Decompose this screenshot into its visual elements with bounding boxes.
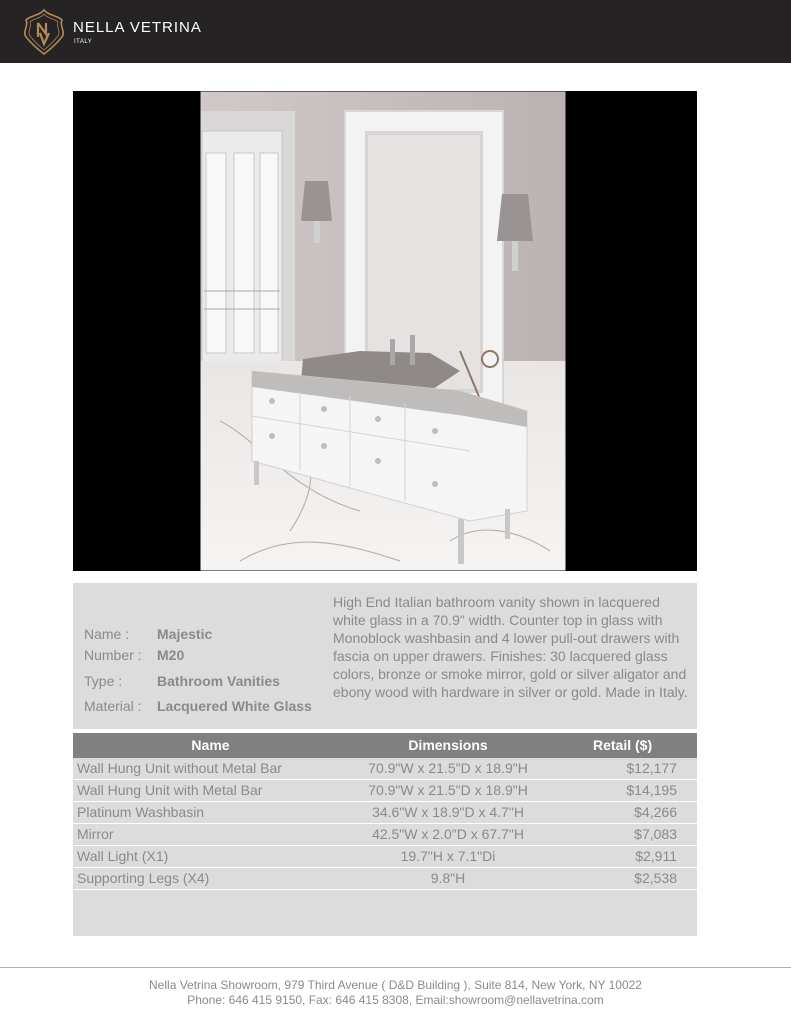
spec-name-row	[84, 626, 212, 642]
spec-type-row	[84, 673, 280, 689]
row-dimensions: 42.5"W x 2.0"D x 67.7"H	[372, 826, 524, 842]
spec-name-label: Name :	[84, 626, 130, 642]
row-name: Supporting Legs (X4)	[77, 870, 210, 886]
row-price: $4,266	[634, 804, 677, 820]
product-description: High End Italian bathroom vanity shown in lacquered white glass in a 70.9" width. Counter top in glass with Monoblock washbasin and 4 lower pull-out drawers with fascia on upper drawers. Finishes: 30 lacquered glass colors, bronze or smoke mirror, gold or silver aligator and ebony wood with hardware in silver or gold. Made in Italy.	[333, 594, 688, 700]
row-price: $12,177	[626, 760, 677, 776]
spec-material-row	[84, 698, 312, 714]
table-row	[73, 824, 697, 846]
product-info-panel	[73, 583, 697, 729]
table-row	[73, 868, 697, 890]
row-name: Wall Light (X1)	[77, 848, 169, 864]
pricing-table	[73, 733, 697, 936]
bathroom-vanity-photo	[200, 91, 566, 571]
row-price: $2,538	[634, 870, 677, 886]
nv-monogram-emblem-icon[interactable]	[19, 7, 69, 57]
table-row	[73, 758, 697, 780]
spec-number-label: Number :	[84, 647, 142, 663]
row-price: $7,083	[634, 826, 677, 842]
table-row	[73, 802, 697, 824]
product-photo	[73, 91, 697, 571]
row-dimensions: 70.9"W x 21.5"D x 18.9"H	[368, 760, 528, 776]
row-dimensions: 19.7"H x 7.1"Di	[400, 848, 496, 864]
row-dimensions: 9.8"H	[430, 870, 466, 886]
header-dimensions: Dimensions	[408, 737, 488, 753]
footer-address: Nella Vetrina Showroom, 979 Third Avenue ( D&D Building ), Suite 814, New York, NY 10022	[149, 978, 642, 992]
spec-material-value: Lacquered White Glass	[157, 698, 312, 714]
spec-number-row	[84, 647, 184, 663]
row-dimensions: 34.6"W x 18.9"D x 4.7"H	[372, 804, 524, 820]
row-dimensions: 70.9"W x 21.5"D x 18.9"H	[368, 782, 528, 798]
brand-subtitle: ITALY	[74, 39, 93, 45]
row-name: Mirror	[77, 826, 114, 842]
row-name: Wall Hung Unit without Metal Bar	[77, 760, 282, 776]
table-row	[73, 780, 697, 802]
page-footer	[0, 978, 791, 1008]
table-header	[73, 733, 697, 758]
row-name: Platinum Washbasin	[77, 804, 205, 820]
page-header	[0, 0, 791, 63]
spec-material-label: Material :	[84, 698, 142, 714]
spec-type-label: Type :	[84, 673, 123, 689]
table-filler	[73, 890, 697, 936]
row-price: $2,911	[635, 848, 677, 864]
spec-number-value: M20	[157, 647, 185, 663]
row-name: Wall Hung Unit with Metal Bar	[77, 782, 263, 798]
header-retail: Retail ($)	[593, 737, 653, 753]
row-price: $14,195	[626, 782, 677, 798]
spec-type-value: Bathroom Vanities	[157, 673, 280, 689]
brand-name: NELLA VETRINA	[73, 19, 202, 36]
footer-contact: Phone: 646 415 9150, Fax: 646 415 8308, Email:showroom@nellavetrina.com	[187, 993, 604, 1007]
footer-divider	[0, 967, 791, 968]
spec-name-value: Majestic	[157, 626, 213, 642]
header-name: Name	[191, 737, 230, 753]
table-row	[73, 846, 697, 868]
